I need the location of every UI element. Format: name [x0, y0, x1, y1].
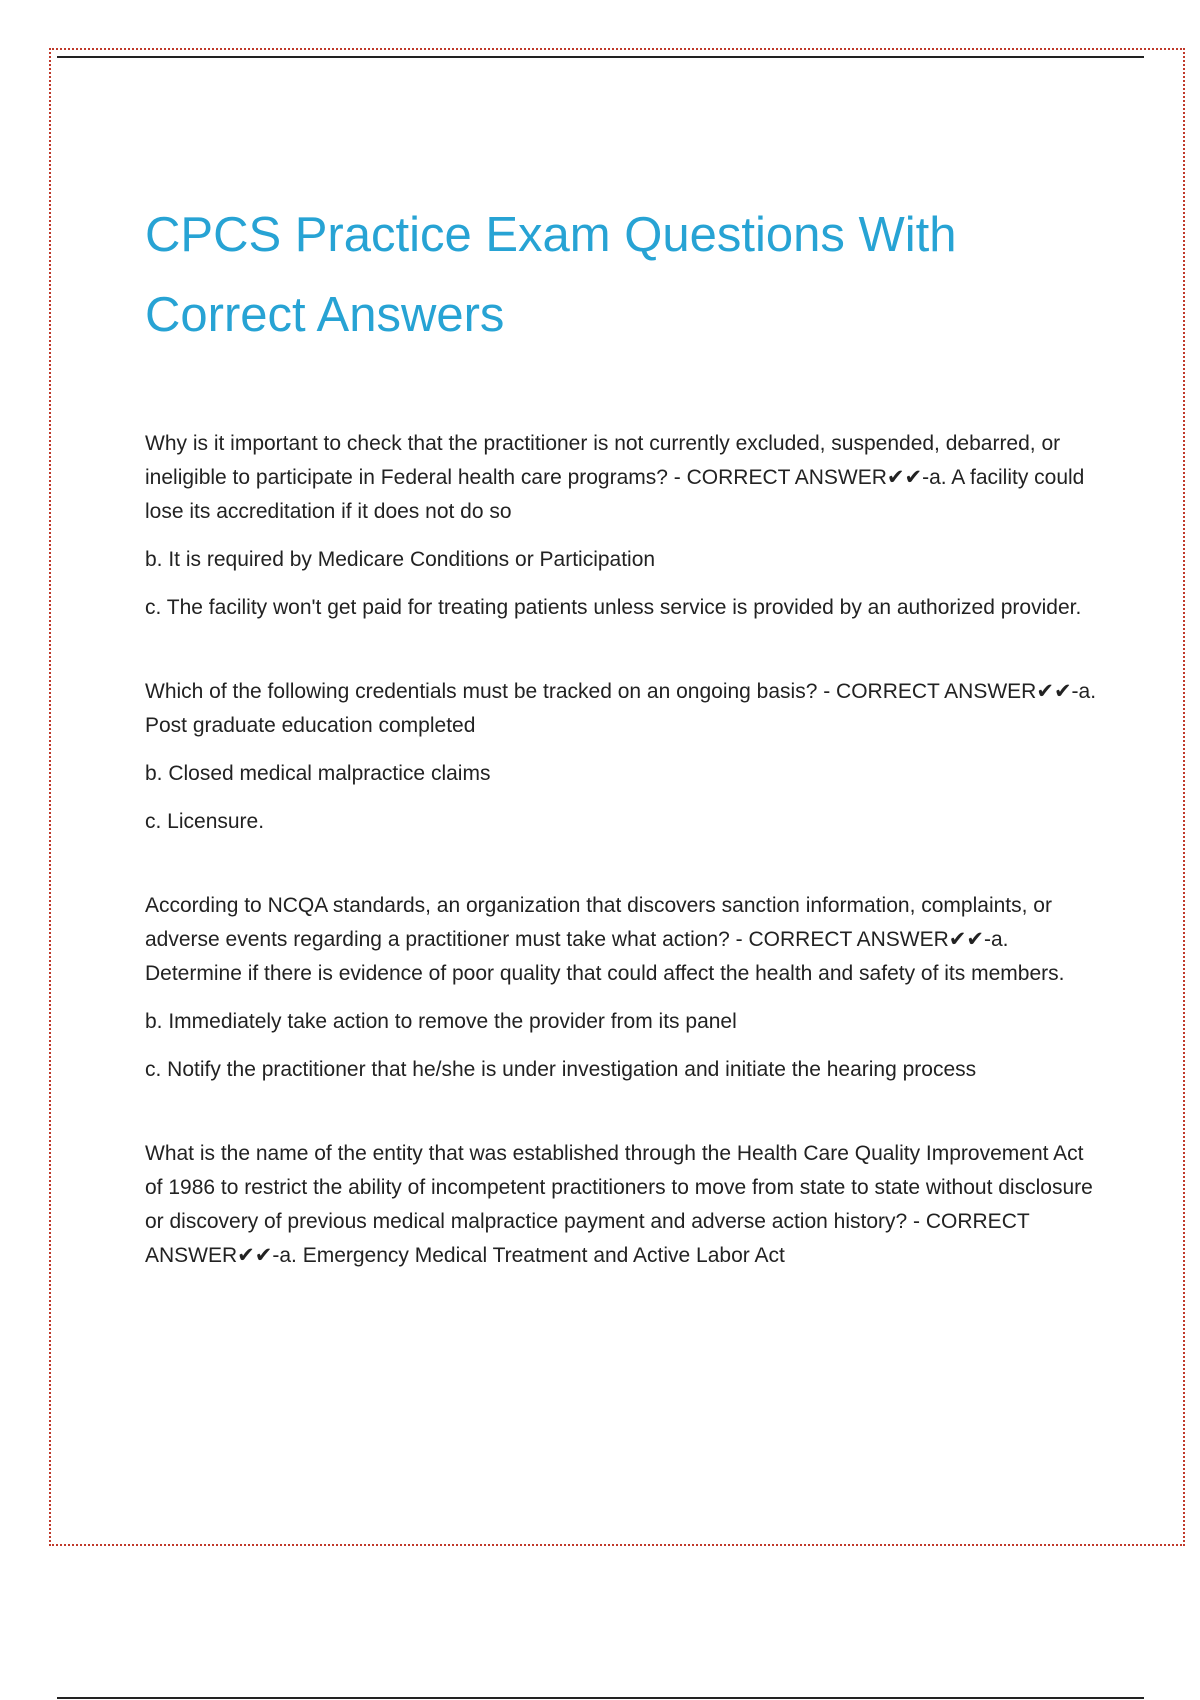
answer-option: c. Licensure.	[145, 810, 265, 833]
question-block-1	[145, 427, 1105, 625]
question-text: According to NCQA standards, an organization that discovers sanction information, complaints, or adverse events regarding a practitioner must take what action? - CORRECT ANSWER✔✔-a. Determine if there is evidence of poor quality that could affect the health and safety of its members.	[145, 894, 1065, 985]
question-list	[145, 427, 1105, 1273]
answer-option: b. Immediately take action to remove the provider from its panel	[145, 1010, 737, 1033]
answer-option: c. Notify the practitioner that he/she is under investigation and initiate the hearing process	[145, 1058, 977, 1081]
question-block-2	[145, 675, 1105, 839]
bottom-divider	[57, 1697, 1144, 1699]
answer-option: b. Closed medical malpractice claims	[145, 762, 491, 785]
answer-option: b. It is required by Medicare Conditions or Participation	[145, 548, 656, 571]
question-block-4	[145, 1137, 1105, 1273]
document-title: CPCS Practice Exam Questions With Correct Answers	[145, 208, 957, 342]
question-text: Why is it important to check that the practitioner is not currently excluded, suspended, debarred, or ineligible to participate in Federal health care programs? - CORRECT ANSWER✔✔-a. A facility could lose its accreditation if it does not do so	[145, 432, 1085, 523]
question-block-3	[145, 889, 1105, 1087]
question-text: What is the name of the entity that was established through the Health Care Quality Improvement Act of 1986 to restrict the ability of incompetent practitioners to move from state to state without disclosure or discovery of previous medical malpractice payment and adverse action history? - CORRECT ANSWER✔✔-a. Emergency Medical Treatment and Active Labor Act	[145, 1142, 1093, 1267]
document-body	[145, 195, 1105, 1323]
question-text: Which of the following credentials must be tracked on an ongoing basis? - CORRECT ANSWER✔✔-a. Post graduate education completed	[145, 680, 1097, 737]
answer-option: c. The facility won't get paid for treating patients unless service is provided by an authorized provider.	[145, 596, 1082, 619]
